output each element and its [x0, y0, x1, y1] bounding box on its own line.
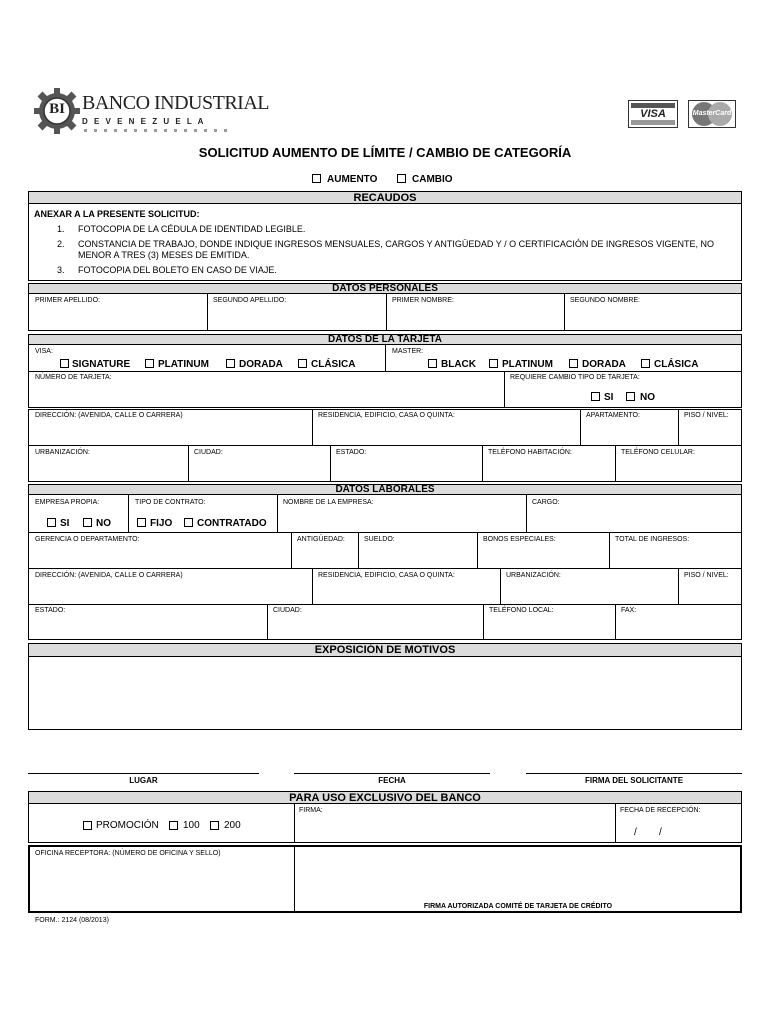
signature-checkbox[interactable] [60, 359, 69, 368]
mastercard-logo [688, 100, 736, 128]
fijo-checkbox[interactable] [137, 518, 146, 527]
primer-nombre-field[interactable]: PRIMER NOMBRE: [392, 297, 454, 304]
cambio-checkbox[interactable] [397, 174, 406, 183]
master-clasica-checkbox[interactable] [641, 359, 650, 368]
visa-dorada-checkbox[interactable] [226, 359, 235, 368]
fecha-line[interactable] [294, 773, 490, 774]
laboral-estado-field[interactable]: ESTADO: [35, 607, 66, 614]
visa-label: VISA: [35, 348, 53, 355]
sueldo-field[interactable]: SUELDO: [364, 536, 395, 543]
form-title: SOLICITUD AUMENTO DE LÍMITE / CAMBIO DE CATEGORÍA [198, 145, 572, 160]
total-ingresos-field[interactable]: TOTAL DE INGRESOS: [615, 536, 690, 543]
primer-apellido-field[interactable]: PRIMER APELLIDO: [35, 297, 100, 304]
recaudos-intro: ANEXAR A LA PRESENTE SOLICITUD: [34, 209, 200, 219]
ciudad-field[interactable]: CIUDAD: [194, 449, 223, 456]
bank-logo [34, 86, 269, 138]
requiere-si-checkbox[interactable] [591, 392, 600, 401]
mastercard-logo-text: MasterCard [692, 110, 732, 117]
promocion-100-checkbox[interactable] [169, 821, 178, 830]
requiere-no-label: NO [640, 392, 655, 403]
nombre-empresa-field[interactable]: NOMBRE DE LA EMPRESA: [283, 499, 374, 506]
recaudos-item: FOTOCOPIA DEL BOLETO EN CASO DE VIAJE. [78, 265, 277, 275]
segundo-nombre-field[interactable]: SEGUNDO NOMBRE: [570, 297, 641, 304]
promocion-checkbox[interactable] [83, 821, 92, 830]
recaudos-item-num: 1. [57, 224, 65, 234]
requiere-no-checkbox[interactable] [626, 392, 635, 401]
visa-clasica-label: CLÁSICA [311, 359, 356, 370]
recaudos-item-num: 2. [57, 239, 65, 249]
empresa-no-checkbox[interactable] [83, 518, 92, 527]
exposicion-header: EXPOSICIÓN DE MOTIVOS [28, 643, 742, 657]
master-dorada-checkbox[interactable] [569, 359, 578, 368]
fecha-recepcion-label: FECHA DE RECEPCIÓN: [620, 807, 701, 814]
recaudos-header: RECAUDOS [28, 191, 742, 204]
laboral-ciudad-field[interactable]: CIUDAD: [273, 607, 302, 614]
datos-tarjeta-header: DATOS DE LA TARJETA [28, 334, 742, 345]
laboral-residencia-field[interactable]: RESIDENCIA, EDIFICIO, CASA O QUINTA: [318, 572, 455, 579]
direccion-field[interactable]: DIRECCIÓN: (AVENIDA, CALLE O CARRERA) [35, 412, 183, 419]
requiere-cambio-label: REQUIERE CAMBIO TIPO DE TARJETA: [510, 374, 640, 381]
estado-field[interactable]: ESTADO: [336, 449, 367, 456]
banco-firma-field[interactable]: FIRMA: [299, 807, 323, 814]
logo-letters: BI [49, 101, 65, 117]
master-platinum-checkbox[interactable] [489, 359, 498, 368]
apartamento-field[interactable]: APARTAMENTO: [586, 412, 640, 419]
black-label: BLACK [441, 359, 476, 370]
datos-laborales-header: DATOS LABORALES [28, 484, 742, 495]
aumento-checkbox[interactable] [312, 174, 321, 183]
laboral-urbanizacion-field[interactable]: URBANIZACIÓN: [506, 572, 561, 579]
visa-clasica-checkbox[interactable] [298, 359, 307, 368]
recaudos-item-num: 3. [57, 265, 65, 275]
visa-platinum-checkbox[interactable] [145, 359, 154, 368]
urbanizacion-field[interactable]: URBANIZACIÓN: [35, 449, 90, 456]
promocion-100-label: 100 [183, 820, 200, 831]
residencia-field[interactable]: RESIDENCIA, EDIFICIO, CASA O QUINTA: [318, 412, 455, 419]
telefono-habitacion-field[interactable]: TELÉFONO HABITACIÓN: [488, 449, 572, 456]
fijo-label: FIJO [150, 518, 173, 529]
segundo-apellido-field[interactable]: SEGUNDO APELLIDO: [213, 297, 287, 304]
contratado-label: CONTRATADO [197, 518, 267, 529]
master-dorada-label: DORADA [582, 359, 626, 370]
aumento-label: AUMENTO [327, 174, 378, 185]
firma-autorizada-label: FIRMA AUTORIZADA COMITÉ DE TARJETA DE CRÉDITO [423, 903, 613, 910]
master-platinum-label: PLATINUM [502, 359, 553, 370]
contratado-checkbox[interactable] [184, 518, 193, 527]
form-code: FORM.: 2124 (08/2013) [35, 917, 109, 924]
logo-dots [84, 129, 234, 132]
laboral-direccion-field[interactable]: DIRECCIÓN: (AVENIDA, CALLE O CARRERA) [35, 572, 183, 579]
promocion-label: PROMOCIÓN [96, 820, 159, 831]
signature-label: SIGNATURE [72, 359, 131, 370]
datos-personales-header: DATOS PERSONALES [28, 283, 742, 294]
promocion-200-label: 200 [224, 820, 241, 831]
laboral-piso-field[interactable]: PISO / NIVEL: [684, 572, 729, 579]
cargo-field[interactable]: CARGO: [532, 499, 560, 506]
visa-dorada-label: DORADA [239, 359, 283, 370]
fax-field[interactable]: FAX: [621, 607, 637, 614]
bank-subtitle: D E V E N E Z U E L A [82, 117, 206, 126]
master-clasica-label: CLÁSICA [654, 359, 699, 370]
firma-solicitante-label: FIRMA DEL SOLICITANTE [584, 776, 684, 785]
lugar-line[interactable] [28, 773, 259, 774]
datos-laborales-box [28, 484, 742, 640]
empresa-propia-label: EMPRESA PROPIA: [35, 499, 100, 506]
empresa-no-label: NO [96, 518, 111, 529]
requiere-si-label: SI [604, 392, 614, 403]
recaudos-item: CONSTANCIA DE TRABAJO, DONDE INDIQUE INGRESOS MENSUALES, CARGOS Y ANTIGÜEDAD Y / O CERTIFICACIÓN DE INGRESOS VIGENTE, NO MENOR A TRES (3) MESES DE EMITIDA. [78, 239, 714, 260]
recaudos-item: FOTOCOPIA DE LA CÉDULA DE IDENTIDAD LEGIBLE. [78, 224, 306, 234]
gerencia-field[interactable]: GERENCIA O DEPARTAMENTO: [35, 536, 140, 543]
tipo-contrato-label: TIPO DE CONTRATO: [135, 499, 206, 506]
oficina-receptora-field[interactable]: OFICINA RECEPTORA: (NÚMERO DE OFICINA Y SELLO) [35, 850, 221, 857]
bank-name: BANCO INDUSTRIAL [82, 92, 269, 114]
promocion-200-checkbox[interactable] [210, 821, 219, 830]
visa-logo [628, 100, 678, 128]
master-label: MASTER: [392, 348, 424, 355]
visa-logo-text: VISA [640, 108, 666, 120]
cambio-label: CAMBIO [412, 174, 453, 185]
empresa-si-label: SI [60, 518, 70, 529]
numero-tarjeta-field[interactable]: NÚMERO DE TARJETA: [35, 374, 112, 381]
black-checkbox[interactable] [428, 359, 437, 368]
bonos-field[interactable]: BONOS ESPECIALES: [483, 536, 556, 543]
piso-field[interactable]: PISO / NIVEL: [684, 412, 729, 419]
empresa-si-checkbox[interactable] [47, 518, 56, 527]
antiguedad-field[interactable]: ANTIGÜEDAD: [297, 536, 345, 543]
visa-platinum-label: PLATINUM [158, 359, 209, 370]
telefono-local-field[interactable]: TELÉFONO LOCAL: [489, 607, 554, 614]
telefono-celular-field[interactable]: TELÉFONO CELULAR: [621, 449, 695, 456]
fecha-label: FECHA [378, 776, 406, 785]
banco-header: PARA USO EXCLUSIVO DEL BANCO [28, 791, 742, 804]
lugar-label: LUGAR [129, 776, 158, 785]
firma-line[interactable] [526, 773, 742, 774]
fecha-recepcion-slashes[interactable]: / / [634, 827, 662, 838]
